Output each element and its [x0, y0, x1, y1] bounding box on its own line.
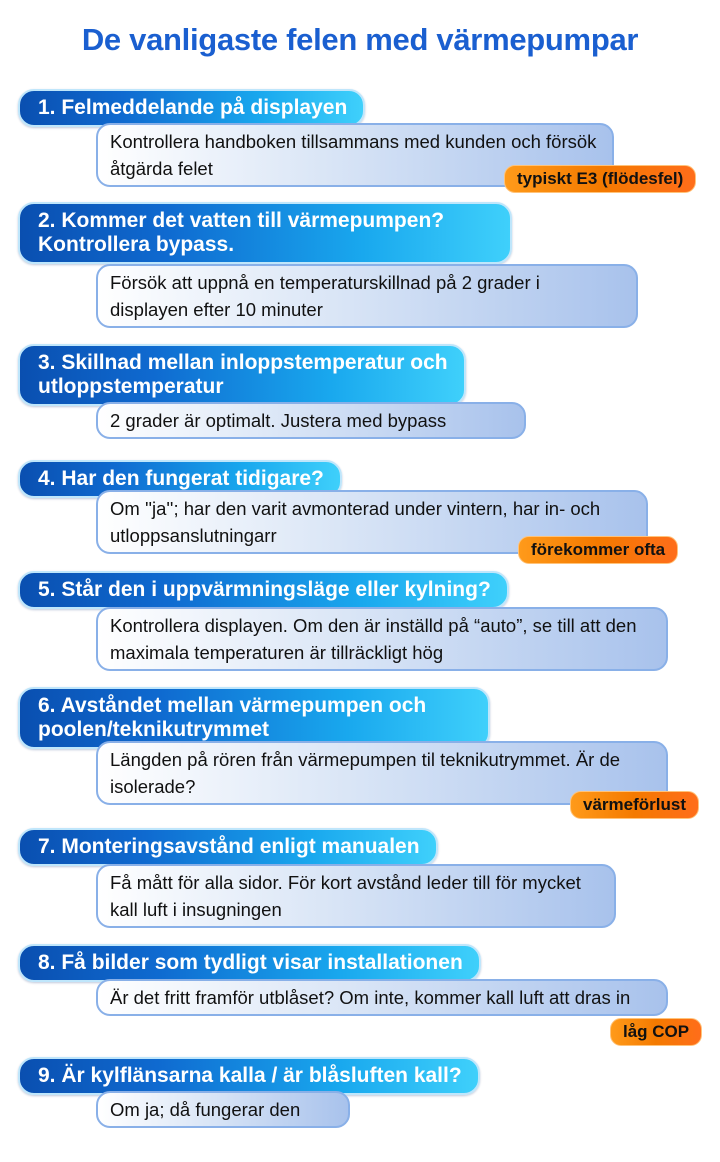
- item-detail: Kontrollera displayen. Om den är inställd på “auto”, se till att den maximala temperaturen är tillräckligt hög: [96, 607, 668, 671]
- item-heading: 9. Är kylflänsarna kalla / är blåsluften kall?: [18, 1057, 480, 1095]
- page-title: De vanligaste felen med värmepumpar: [81, 22, 639, 57]
- item-tag: värmeförlust: [570, 791, 699, 819]
- item-tag: typiskt E3 (flödesfel): [504, 165, 696, 193]
- item-heading: 5. Står den i uppvärmningsläge eller kylning?: [18, 571, 509, 609]
- item-heading: 1. Felmeddelande på displayen: [18, 89, 365, 127]
- item-tag: förekommer ofta: [518, 536, 678, 564]
- item-heading: 2. Kommer det vatten till värmepumpen? Kontrollera bypass.: [18, 202, 512, 264]
- item-detail: Om ja; då fungerar den: [96, 1091, 350, 1128]
- item-detail: 2 grader är optimalt. Justera med bypass: [96, 402, 526, 439]
- item-tag: låg COP: [610, 1018, 702, 1046]
- item-detail: Kontrollera handboken tillsammans med kunden och försök åtgärda felet: [96, 123, 614, 187]
- item-detail: Längden på rören från värmepumpen til teknikutrymmet. Är de isolerade?: [96, 741, 668, 805]
- item-heading: 7. Monteringsavstånd enligt manualen: [18, 828, 438, 866]
- item-detail: Försök att uppnå en temperaturskillnad på 2 grader i displayen efter 10 minuter: [96, 264, 638, 328]
- item-heading: 6. Avståndet mellan värmepumpen och poolen/teknikutrymmet: [18, 687, 490, 749]
- item-heading: 3. Skillnad mellan inloppstemperatur och utloppstemperatur: [18, 344, 466, 406]
- item-heading: 4. Har den fungerat tidigare?: [18, 460, 342, 498]
- item-detail: Få mått för alla sidor. För kort avstånd leder till för mycket kall luft i insugningen: [96, 864, 616, 928]
- item-heading: 8. Få bilder som tydligt visar installationen: [18, 944, 481, 982]
- item-detail: Är det fritt framför utblåset? Om inte, kommer kall luft att dras in: [96, 979, 668, 1016]
- item-detail: Om ''ja''; har den varit avmonterad under vintern, har in- och utloppsanslutningarr: [96, 490, 648, 554]
